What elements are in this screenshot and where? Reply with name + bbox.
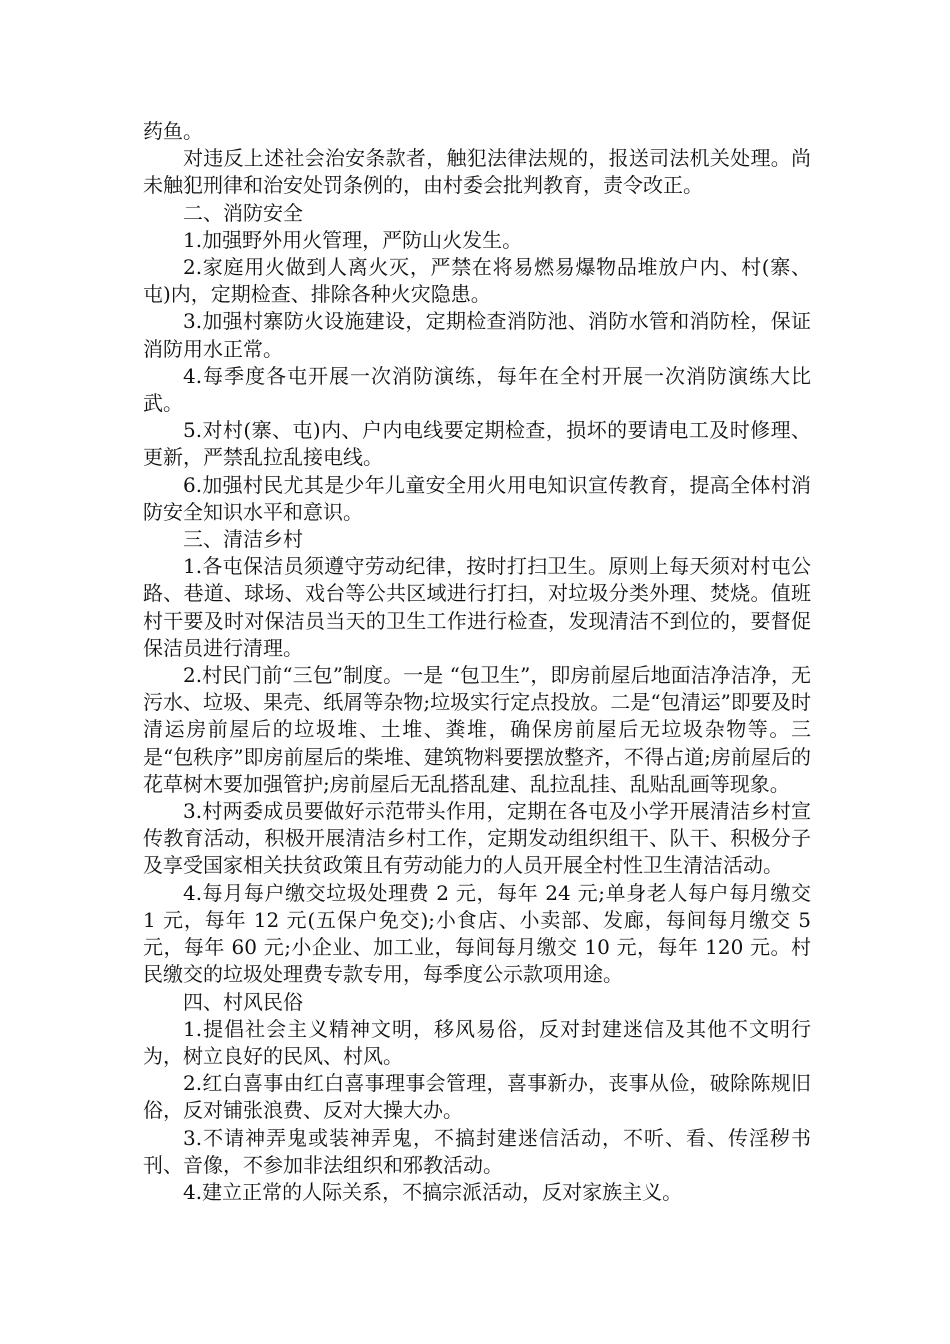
fire-safety-item-4: 4.每季度各屯开展一次消防演练，每年在全村开展一次消防演练大比武。 <box>143 363 811 416</box>
paragraph-continuation: 药鱼。 <box>143 119 203 143</box>
fire-safety-item-2: 2.家庭用火做到人离火灭，严禁在将易燃易爆物品堆放户内、村(寨、屯)内，定期检查、排除各种火灾隐患。 <box>143 255 811 307</box>
fire-safety-item-5: 5.对村(寨、屯)内、户内电线要定期检查，损坏的要请电工及时修理、更新，严禁乱拉乱接电线。 <box>143 418 811 470</box>
fire-safety-item-6: 6.加强村民尤其是少年儿童安全用火用电知识宣传教育，提高全体村消防安全知识水平和意识。 <box>143 472 811 524</box>
clean-village-item-4: 4.每月每户缴交垃圾处理费 2 元，每年 24 元;单身老人每户每月缴交 1 元，每年 12 元(五保户免交);小食店、小卖部、发廊，每间每月缴交 5 元，每年 60 元;小企业、加工业，每间每月缴交 10 元，每年 120 元。村民缴交的垃圾处理费专款专用，每季度公示款项用途。 <box>143 880 811 987</box>
village-customs-item-1: 1.提倡社会主义精神文明，移风易俗，反对封建迷信及其他不文明行为，树立良好的民风、村风。 <box>143 1016 811 1068</box>
fire-safety-item-3: 3.加强村寨防火设施建设，定期检查消防池、消防水管和消防栓，保证消防用水正常。 <box>143 309 811 361</box>
document-body <box>143 118 811 1206</box>
section-heading-fire-safety: 二、消防安全 <box>183 200 303 225</box>
paragraph-penalty: 对违反上述社会治安条款者，触犯法律法规的，报送司法机关处理。尚未触犯刑律和治安处罚条例的，由村委会批判教育，责令改正。 <box>143 146 811 198</box>
section-heading-village-customs: 四、村风民俗 <box>183 989 303 1014</box>
clean-village-item-1: 1.各屯保洁员须遵守劳动纪律，按时打扫卫生。原则上每天须对村屯公路、巷道、球场、戏台等公共区域进行打扫，对垃圾分类外理、焚烧。值班村干要及时对保洁员当天的卫生工作进行检查，发现清洁不到位的，要督促保洁员进行清理。 <box>143 554 811 660</box>
village-customs-item-4: 4.建立正常的人际关系，不搞宗派活动，反对家族主义。 <box>183 1179 683 1204</box>
clean-village-item-3: 3.村两委成员要做好示范带头作用，定期在各屯及小学开展清洁乡村宣传教育活动，积极开展清洁乡村工作，定期发动组织组干、队干、积极分子及享受国家相关扶贫政策且有劳动能力的人员开展全村性卫生清洁活动。 <box>143 799 811 878</box>
village-customs-item-3: 3.不请神弄鬼或装神弄鬼，不搞封建迷信活动，不听、看、传淫秽书刊、音像，不参加非法组织和邪教活动。 <box>143 1125 811 1177</box>
village-customs-item-2: 2.红白喜事由红白喜事理事会管理，喜事新办，丧事从俭，破除陈规旧俗，反对铺张浪费、反对大操大办。 <box>143 1071 811 1123</box>
fire-safety-item-1: 1.加强野外用火管理，严防山火发生。 <box>183 227 523 252</box>
section-heading-clean-village: 三、清洁乡村 <box>183 527 303 552</box>
clean-village-item-2: 2.村民门前“三包”制度。一是 “包卫生”，即房前屋后地面洁净洁净，无污水、垃圾、果壳、纸屑等杂物;垃圾实行定点投放。二是“包清运”即要及时清运房前屋后的垃圾堆、土堆、粪堆，确保房前屋后无垃圾杂物等。三是“包秩序”即房前屋后的柴堆、建筑物料要摆放整齐，不得占道;房前屋后的花草树木要加强管护;房前屋后无乱搭乱建、乱拉乱挂、乱贴乱画等现象。 <box>143 663 811 796</box>
